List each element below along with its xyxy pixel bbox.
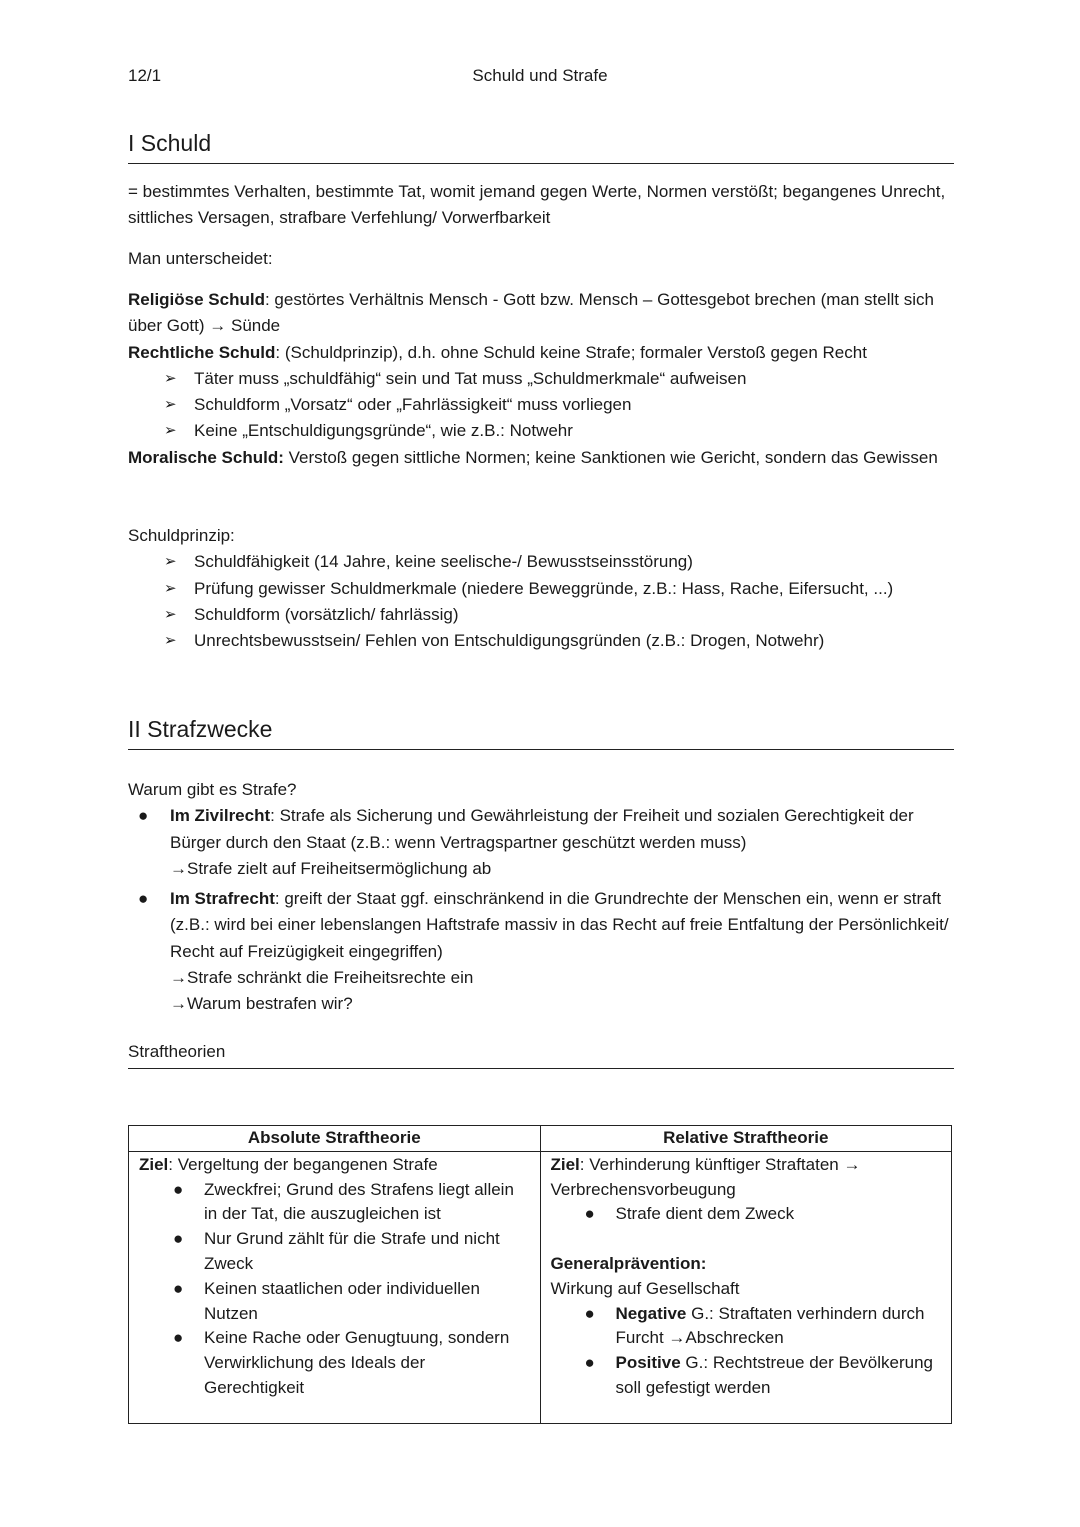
bullet-dot-icon: ● bbox=[584, 1353, 595, 1373]
legal-guilt-text: : (Schuldprinzip), d.h. ohne Schuld keine Strafe; formaler Verstoß gegen Recht bbox=[275, 342, 867, 362]
list-item-text: Nur Grund zählt für die Strafe und nicht Zweck bbox=[204, 1229, 500, 1273]
religious-guilt-text: : gestörtes Verhältnis Mensch - Gott bzw. Mensch – Gottesgebot brechen (man stellt sich über Gott) → Sünde bbox=[128, 290, 934, 336]
list-item bbox=[551, 1302, 942, 1352]
list-item bbox=[164, 366, 958, 392]
goal-term: Ziel bbox=[139, 1154, 169, 1174]
civil-law-term: Im Zivilrecht bbox=[170, 806, 271, 826]
arrowhead-bullet-icon: ➢ bbox=[164, 632, 177, 650]
criminal-law-text: : greift der Staat ggf. einschränkend in die Grundrechte der Menschen ein, wenn er straft (z.B.: wird bei einer lebenslangen Haftstrafe massiv in das Recht auf freie Entfaltung der Persönlichkeit/ Recht auf Freizügigkeit eingegriffen) bbox=[170, 889, 949, 961]
list-item bbox=[128, 803, 958, 882]
list-item-text: Zweckfrei; Grund des Strafens liegt allein in der Tat, die auszugleichen ist bbox=[204, 1179, 514, 1224]
positive-term: Positive bbox=[615, 1353, 681, 1373]
goal-term: Ziel bbox=[550, 1154, 580, 1174]
absolute-theory-list bbox=[139, 1178, 530, 1401]
criminal-law-question: →Warum bestrafen wir? bbox=[170, 994, 353, 1014]
schuld-types-block bbox=[128, 287, 958, 471]
list-item-text: Keinen staatlichen oder individuellen Nutzen bbox=[204, 1278, 480, 1323]
strafzwecke-list bbox=[128, 803, 958, 1017]
relative-goal bbox=[551, 1153, 942, 1203]
relative-theory-header: Relative Straftheorie bbox=[540, 1126, 952, 1152]
arrowhead-bullet-icon: ➢ bbox=[164, 579, 177, 597]
religious-guilt bbox=[128, 287, 958, 340]
list-item bbox=[551, 1351, 942, 1401]
civil-law-conclusion: →Strafe zielt auf Freiheitsermöglichung ab bbox=[170, 858, 492, 878]
criminal-law-term: Im Strafrecht bbox=[170, 889, 275, 909]
list-item bbox=[164, 418, 958, 444]
moral-guilt-term: Moralische Schuld: bbox=[128, 447, 284, 467]
bullet-dot-icon: ● bbox=[173, 1278, 184, 1298]
section-title-schuld: I Schuld bbox=[128, 130, 954, 164]
straftheorien-title: Straftheorien bbox=[128, 1042, 954, 1069]
bullet-dot-icon: ● bbox=[173, 1229, 184, 1249]
moral-guilt bbox=[128, 445, 958, 471]
list-item-text: Unrechtsbewusstsein/ Fehlen von Entschuldigungsgründen (z.B.: Drogen, Notwehr) bbox=[194, 631, 825, 651]
section-title-strafzwecke: II Strafzwecke bbox=[128, 716, 954, 750]
positive-text: G.: Rechtstreue der Bevölkerung soll gefestigt werden bbox=[615, 1353, 933, 1397]
arrowhead-bullet-icon: ➢ bbox=[164, 422, 177, 440]
general-prevention-list bbox=[551, 1302, 942, 1401]
bullet-dot-icon: ● bbox=[138, 806, 149, 826]
list-item-text: Schuldform „Vorsatz“ oder „Fahrlässigkeit“ muss vorliegen bbox=[194, 395, 632, 415]
list-item bbox=[128, 886, 958, 1017]
strafzwecke-question: Warum gibt es Strafe? bbox=[128, 780, 297, 799]
moral-guilt-text: Verstoß gegen sittliche Normen; keine Sanktionen wie Gericht, sondern das Gewissen bbox=[283, 447, 938, 467]
schuld-definition-block bbox=[128, 179, 958, 232]
list-item bbox=[139, 1326, 530, 1400]
schuldprinzip-list bbox=[128, 549, 958, 654]
bullet-dot-icon: ● bbox=[138, 889, 149, 909]
absolute-goal bbox=[139, 1153, 530, 1178]
list-item-text: Schuldfähigkeit (14 Jahre, keine seelische-/ Bewusstseinsstörung) bbox=[194, 552, 693, 572]
schuldprinzip-block bbox=[128, 523, 958, 654]
list-item-text: Schuldform (vorsätzlich/ fahrlässig) bbox=[194, 604, 459, 624]
legal-guilt bbox=[128, 340, 958, 366]
document-title: Schuld und Strafe bbox=[472, 66, 608, 85]
list-item bbox=[164, 576, 958, 602]
arrowhead-bullet-icon: ➢ bbox=[164, 605, 177, 623]
list-item-text: Keine „Entschuldigungsgründe“, wie z.B.: Notwehr bbox=[194, 421, 573, 441]
straftheorien-table bbox=[128, 1125, 952, 1424]
schuldprinzip-title: Schuldprinzip: bbox=[128, 526, 235, 545]
schuld-definition: = bestimmtes Verhalten, bestimmte Tat, womit jemand gegen Werte, Normen verstößt; begangenes Unrecht, sittliches Versagen, strafbare Verfehlung/ Vorwerfbarkeit bbox=[128, 182, 946, 228]
goal-text: : Vergeltung der begangenen Strafe bbox=[168, 1154, 438, 1174]
arrowhead-bullet-icon: ➢ bbox=[164, 369, 177, 387]
list-item bbox=[164, 628, 958, 654]
religious-guilt-term: Religiöse Schuld bbox=[128, 290, 265, 309]
bullet-dot-icon: ● bbox=[584, 1204, 595, 1224]
bullet-dot-icon: ● bbox=[173, 1179, 184, 1199]
arrowhead-bullet-icon: ➢ bbox=[164, 396, 177, 414]
list-item bbox=[164, 602, 958, 628]
list-item-text: Keine Rache oder Genugtuung, sondern Verwirklichung des Ideals der Gerechtigkeit bbox=[204, 1328, 510, 1397]
schuld-intro bbox=[128, 246, 958, 272]
list-item-text: Prüfung gewisser Schuldmerkmale (niedere Beweggründe, z.B.: Hass, Rache, Eifersucht, ...) bbox=[194, 578, 894, 598]
absolute-theory-cell bbox=[129, 1151, 541, 1423]
list-item-text: Täter muss „schuldfähig“ sein und Tat muss „Schuldmerkmale“ aufweisen bbox=[194, 368, 747, 388]
absolute-theory-header: Absolute Straftheorie bbox=[129, 1126, 541, 1152]
strafzwecke-block bbox=[128, 777, 958, 1018]
bullet-dot-icon: ● bbox=[173, 1328, 184, 1348]
list-item bbox=[551, 1202, 942, 1227]
general-prevention-text: Wirkung auf Gesellschaft bbox=[550, 1278, 740, 1298]
civil-law-text: : Strafe als Sicherung und Gewährleistung der Freiheit und sozialen Gerechtigkeit der Bürger durch den Staat (z.B.: wenn Vertragspartner geschützt werden muss) bbox=[170, 806, 914, 852]
goal-text: : Verhinderung künftiger Straftaten → Verbrechensvorbeugung bbox=[550, 1154, 861, 1199]
legal-guilt-term: Rechtliche Schuld bbox=[128, 342, 276, 362]
list-item bbox=[139, 1227, 530, 1277]
list-item bbox=[164, 392, 958, 418]
list-item-text: Strafe dient dem Zweck bbox=[615, 1204, 795, 1224]
page-number: 12/1 bbox=[128, 66, 162, 85]
legal-guilt-list bbox=[128, 366, 958, 445]
list-item bbox=[139, 1178, 530, 1228]
intro-text: Man unterscheidet: bbox=[128, 249, 273, 268]
general-prevention-term bbox=[551, 1252, 942, 1277]
relative-theory-cell bbox=[540, 1151, 952, 1423]
negative-term: Negative bbox=[615, 1303, 687, 1323]
relative-theory-list bbox=[551, 1202, 942, 1227]
arrowhead-bullet-icon: ➢ bbox=[164, 553, 177, 571]
criminal-law-conclusion: →Strafe schränkt die Freiheitsrechte ein bbox=[170, 968, 474, 988]
negative-text: G.: Straftaten verhindern durch Furcht →Abschrecken bbox=[615, 1303, 925, 1348]
bullet-dot-icon: ● bbox=[584, 1303, 595, 1323]
general-prevention-label: Generalprävention: bbox=[550, 1253, 707, 1273]
list-item bbox=[139, 1277, 530, 1327]
list-item bbox=[164, 549, 958, 575]
